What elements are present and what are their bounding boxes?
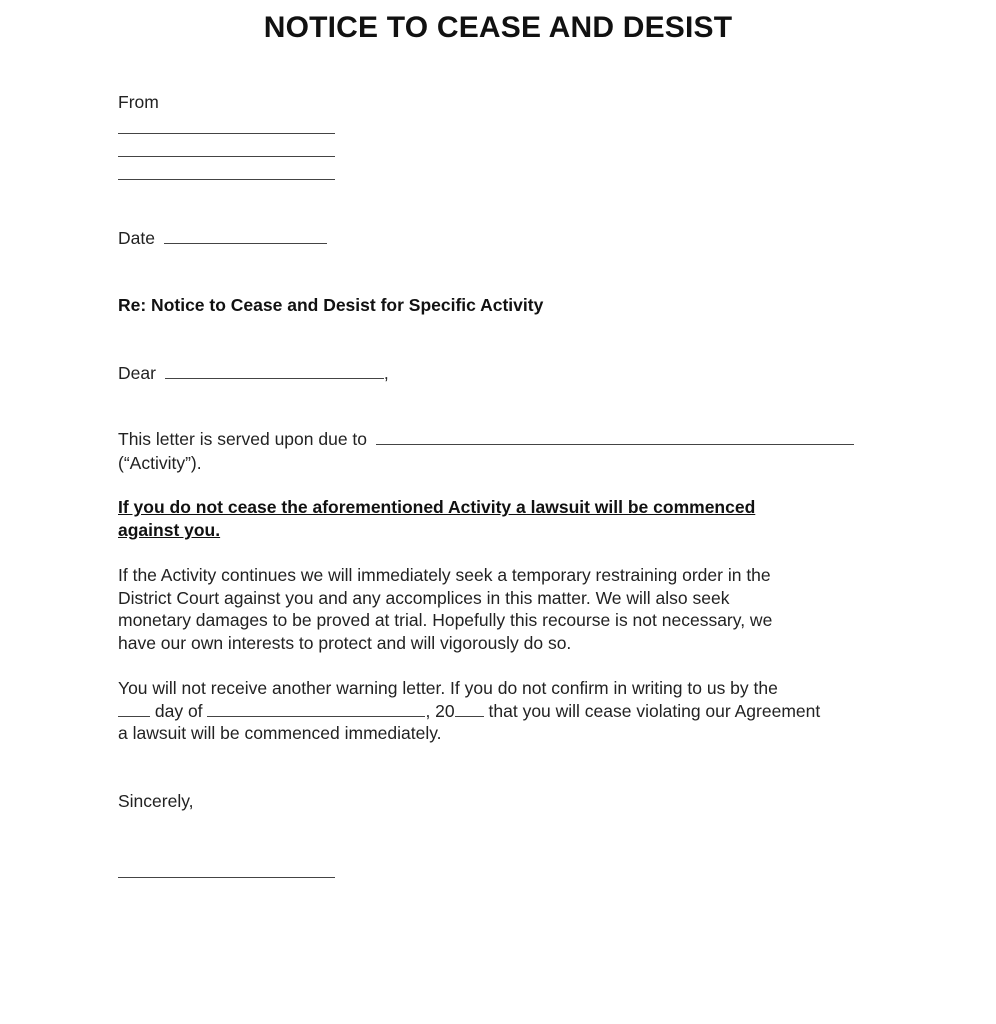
paragraph-1-line-3: monetary damages to be proved at trial. Hopefully this recourse is not necessary, we (118, 610, 773, 630)
month-blank[interactable] (207, 700, 425, 717)
paragraph-2-line-2 (118, 700, 820, 723)
served-row (118, 428, 854, 451)
date-label: Date (118, 228, 155, 248)
from-line-1[interactable] (118, 133, 335, 134)
day-of-label: day of (154, 701, 203, 721)
served-prefix: This letter is served upon due to (118, 429, 368, 449)
warning-line-1: If you do not cease the aforementioned Activity a lawsuit will be commenced (118, 497, 756, 517)
salutation-row (118, 362, 389, 385)
signature-line[interactable] (118, 877, 335, 878)
paragraph-2-line-1: You will not receive another warning letter. If you do not confirm in writing to us by the (118, 678, 778, 698)
from-line-3[interactable] (118, 179, 335, 180)
warning-line-2: against you. (118, 520, 221, 540)
served-suffix: (“Activity”). (118, 453, 202, 473)
recipient-blank[interactable] (165, 362, 384, 379)
document-title: NOTICE TO CEASE AND DESIST (263, 11, 733, 44)
salutation-label: Dear (118, 363, 156, 383)
date-blank[interactable] (164, 227, 327, 244)
date-row (118, 227, 327, 250)
year-blank[interactable] (455, 700, 484, 717)
closing: Sincerely, (118, 791, 194, 811)
day-blank[interactable] (118, 700, 150, 717)
subject-line: Re: Notice to Cease and Desist for Specific Activity (118, 295, 544, 315)
activity-blank[interactable] (376, 428, 854, 445)
paragraph-2-line-2-end: that you will cease violating our Agreement (488, 701, 821, 721)
salutation-comma: , (383, 363, 389, 383)
year-prefix: , 20 (425, 701, 455, 721)
paragraph-1-line-2: District Court against you and any accomplices in this matter. We will also seek (118, 588, 730, 608)
paragraph-1-line-4: have our own interests to protect and will vigorously do so. (118, 633, 572, 653)
from-label: From (118, 92, 159, 112)
paragraph-1-line-1: If the Activity continues we will immediately seek a temporary restraining order in the (118, 565, 771, 585)
from-line-2[interactable] (118, 156, 335, 157)
paragraph-2-line-3: a lawsuit will be commenced immediately. (118, 723, 442, 743)
